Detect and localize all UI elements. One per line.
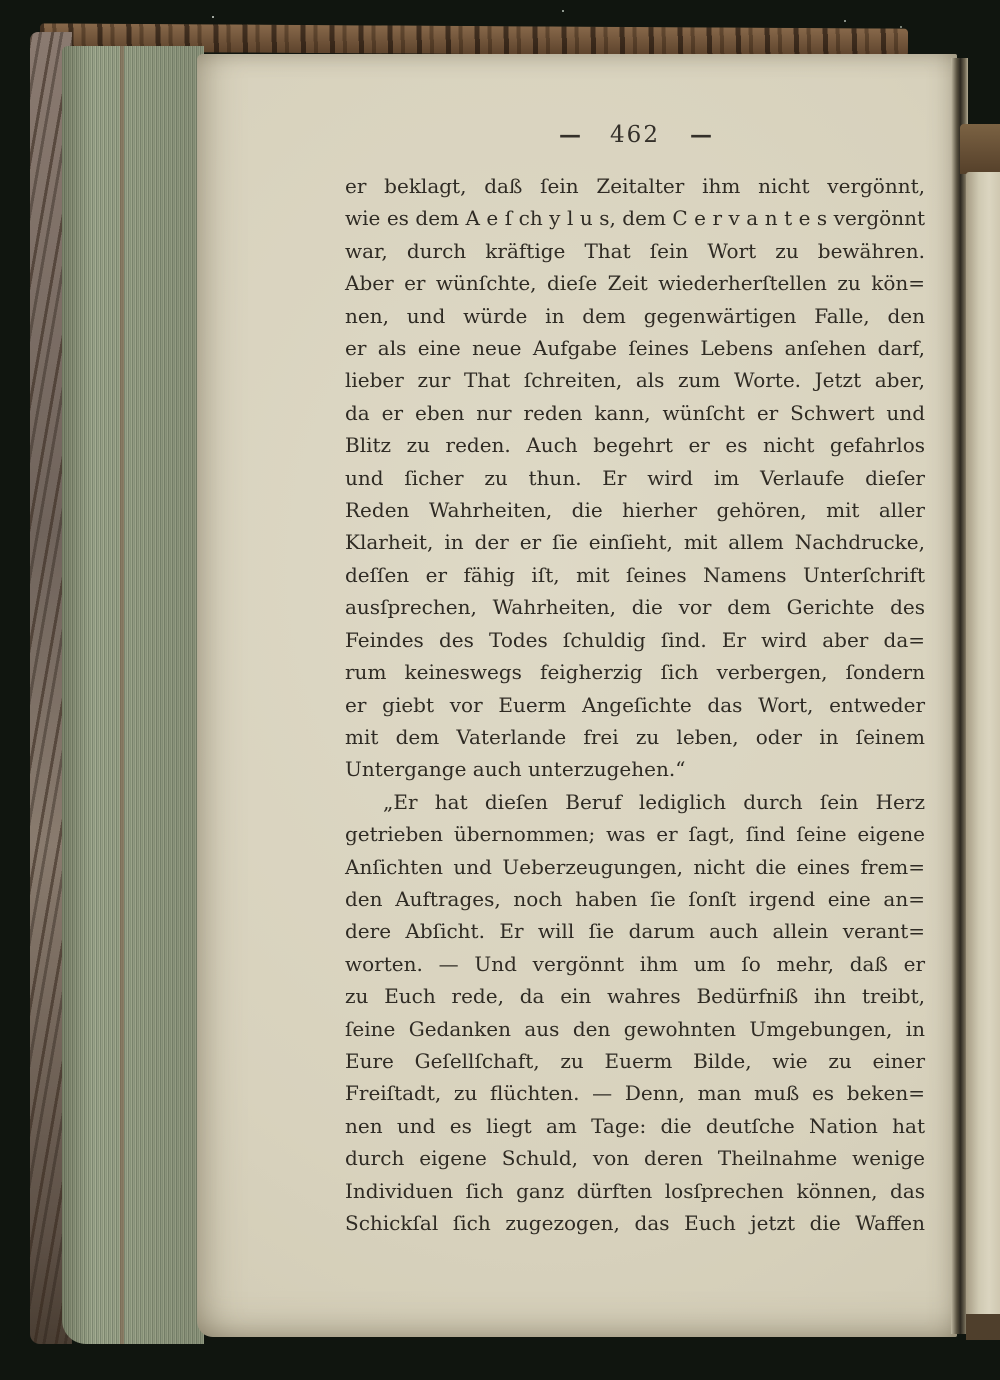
page-number-header [345,122,925,148]
text-line: Blitz zu reden. Auch begehrt er es nicht gefahrlos [345,433,925,458]
text-line: den Auftrages, noch haben ſie ſonſt irgend eine an= [345,886,925,911]
book-fore-edge [62,46,204,1344]
adjacent-page-edge [966,172,1000,1318]
text-line: Freiſtadt, zu flüchten. — Denn, man muß es beken= [345,1081,925,1106]
text-line: rum keineswegs feigherzig ſich verbergen, ſondern [345,660,925,685]
text-line: Schickſal ſich zugezogen, das Euch jetzt die Waffen [345,1211,925,1235]
header-dash-right: — [689,122,711,148]
text-line: Klarheit, in der er ſie einſieht, mit allem Nachdrucke, [345,530,925,555]
text-line: Anſichten und Ueberzeugungen, nicht die eines frem= [345,854,925,879]
text-line: ſeine Gedanken aus den gewohnten Umgebungen, in [345,1016,925,1041]
adjacent-page-top-cap [960,124,1000,174]
text-line: durch eigene Schuld, von deren Theilnahme wenige [345,1146,925,1171]
text-line: Reden Wahrheiten, die hierher gehören, mit aller [345,498,925,523]
text-line: wie es dem A e ſ ch y l u s, dem C e r v a n t e s vergönnt [345,206,925,231]
text-line: war, durch kräftige That ſein Wort zu bewähren. [345,238,925,263]
text-line: dere Abſicht. Er will ſie darum auch allein verant= [345,919,925,944]
text-line: Individuen ſich ganz dürften losſprechen können, das [345,1178,925,1203]
dust-specks [212,16,214,18]
text-line: Feindes des Todes ſchuldig ſind. Er wird aber da= [345,627,925,652]
header-dash-left: — [559,122,581,148]
text-block [345,170,925,1239]
text-line: deſſen er fähig iſt, mit ſeines Namens Unterſchrift [345,562,925,587]
text-line: worten. — Und vergönnt ihm um ſo mehr, daß er [345,951,925,976]
book-page [197,54,957,1337]
text-line: da er eben nur reden kann, wünſcht er Schwert und [345,400,925,425]
text-line: Eure Geſellſchaft, zu Euerm Bilde, wie zu einer [345,1048,925,1073]
text-line: lieber zur That ſchreiten, als zum Worte. Jetzt aber, [345,368,925,393]
text-line: zu Euch rede, da ein wahres Bedürfniß ihn treibt, [345,984,925,1009]
page-number: 462 [610,122,660,148]
adjacent-page-bottom [966,1314,1000,1340]
text-line: er giebt vor Euerm Angeſichte das Wort, entweder [345,692,925,717]
text-line: nen, und würde in dem gegenwärtigen Falle, den [345,303,925,328]
text-line: „Er hat dieſen Beruf lediglich durch ſein Herz [383,789,925,814]
fore-edge-stain [120,46,124,1344]
text-line: getrieben übernommen; was er ſagt, ſind ſeine eigene [345,822,925,847]
text-line: ausſprechen, Wahrheiten, die vor dem Gerichte des [345,595,925,620]
text-line: nen und es liegt am Tage: die deutſche Nation hat [345,1113,925,1138]
text-line: Aber er wünſchte, dieſe Zeit wiederherſtellen zu kön= [345,271,925,296]
text-line: er als eine neue Aufgabe ſeines Lebens anſehen darf, [345,336,925,361]
text-line: er beklagt, daß ſein Zeitalter ihm nicht vergönnt, [345,174,925,198]
text-line: mit dem Vaterlande frei zu leben, oder in ſeinem [345,724,925,749]
text-line: und ſicher zu thun. Er wird im Verlaufe dieſer [345,465,925,490]
text-line: Untergange auch unterzugehen.“ [345,757,686,782]
